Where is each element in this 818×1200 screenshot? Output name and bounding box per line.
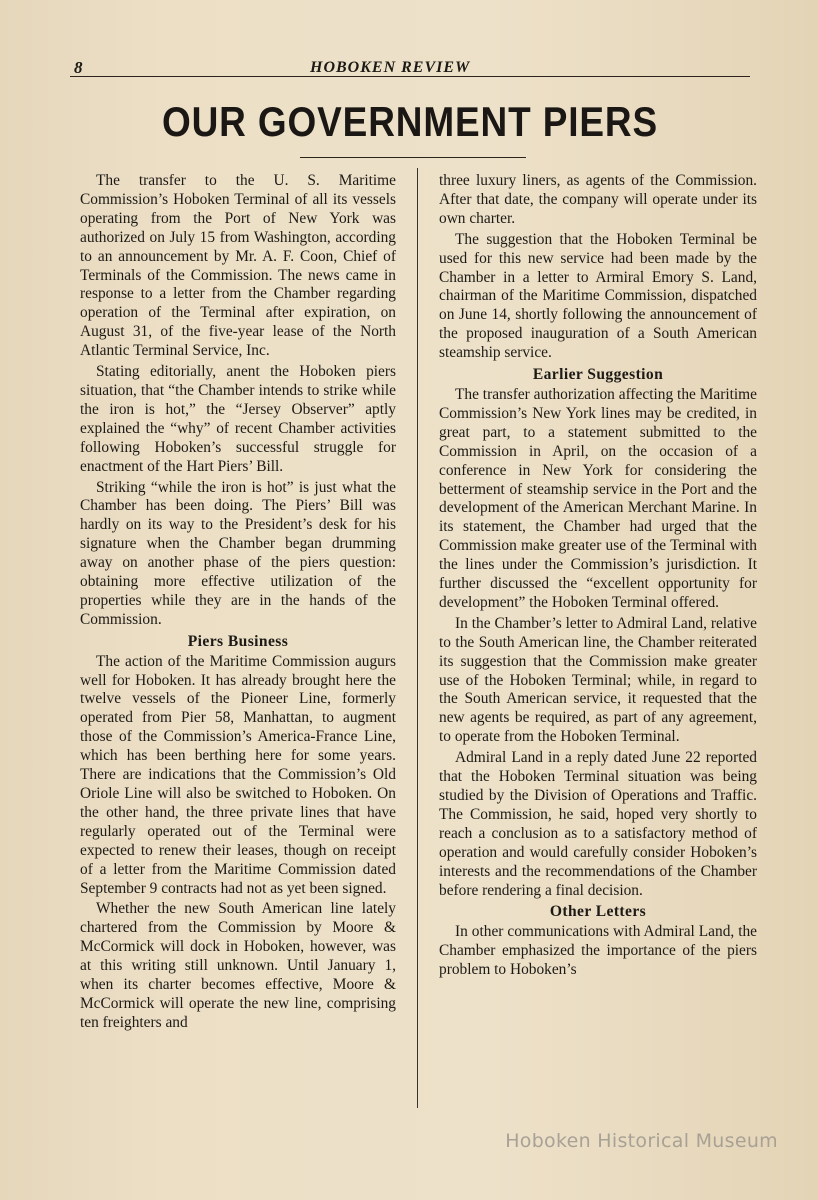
- paragraph: Striking “while the iron is hot” is just what the Chamber has been doing. The Piers’ Bill was hardly on its way to the President’s desk for his signature when the Chamber began drumming away on another phase of the piers question: obtaining more effective utilization of the properties while they are in the hands of the Commission.: [80, 478, 396, 628]
- subheading: Piers Business: [187, 632, 289, 650]
- running-head: HOBOKEN REVIEW: [310, 59, 471, 76]
- page-number: 8: [74, 58, 83, 77]
- paragraph: In other communications with Admiral Land, the Chamber emphasized the importance of the piers problem to Hoboken’s: [439, 923, 757, 979]
- right-column: [439, 172, 757, 982]
- column-divider: [417, 168, 418, 1108]
- paragraph: Whether the new South American line lately chartered from the Commission by Moore & McCormick will dock in Hoboken, however, was at this writing still unknown. Until January 1, when its charter becomes effective, Moore & McCormick will operate the new line, comprising ten freighters and: [80, 900, 396, 1031]
- subheading: Other Letters: [549, 903, 647, 921]
- left-column: [80, 172, 396, 1035]
- paragraph: The transfer to the U. S. Maritime Commission’s Hoboken Terminal of all its vessels operating from the Port of New York was authorized on July 15 from Washington, according to an announcement by Mr. A. F. Coon, Chief of Terminals of the Commission. The news came in response to a letter from the Chamber regarding operation of the Terminal after expiration, on August 31, of the five-year lease of the North Atlantic Terminal Service, Inc.: [80, 172, 396, 360]
- paragraph: three luxury liners, as agents of the Commission. After that date, the company will operate under its own charter.: [439, 172, 757, 227]
- subheading: Earlier Suggestion: [532, 366, 664, 384]
- paragraph: Stating editorially, anent the Hoboken piers situation, that “the Chamber intends to strike while the iron is hot,” the “Jersey Observer” aptly explained the “why” of recent Chamber activities following Hoboken’s successful struggle for enactment of the Hart Piers’ Bill.: [80, 363, 396, 475]
- title-rule: [300, 157, 526, 158]
- paragraph: The transfer authorization affecting the Maritime Commission’s New York lines may be credited, in great part, to a statement submitted to the Commission in April, on the occasion of a conference in New York for considering the betterment of steamship service in the Port and the development of the American Merchant Marine. In its statement, the Chamber had urged that the Commission make greater use of the Terminal with the lines under the Commission’s jurisdiction. It further discussed the “excellent opportunity for development” the Hoboken Terminal offered.: [439, 385, 757, 611]
- article-title: OUR GOVERNMENT PIERS: [161, 98, 659, 145]
- museum-watermark: Hoboken Historical Museum: [505, 1130, 778, 1152]
- page-header: [70, 54, 750, 80]
- paragraph: The action of the Maritime Commission augurs well for Hoboken. It has already brought here the twelve vessels of the Pioneer Line, formerly operated from Pier 58, Manhattan, to augment those of the Commission’s America-France Line, which has been berthing here for some years. There are indications that the Commission’s Old Oriole Line will also be switched to Hoboken. On the other hand, the three private lines that have regularly operated out of the Terminal were expected to renew their leases, though on receipt of a letter from the Maritime Commission dated September 9 contracts had not as yet been signed.: [80, 652, 396, 897]
- paragraph: Admiral Land in a reply dated June 22 reported that the Hoboken Terminal situation was being studied by the Division of Operations and Traffic. The Commission, he said, hoped very shortly to reach a conclusion as to a satisfactory method of operation and would carefully consider Hoboken’s interests and the recommendations of the Chamber before rendering a final decision.: [439, 749, 757, 899]
- paragraph: The suggestion that the Hoboken Terminal be used for this new service had been made by the Chamber in a letter to Armiral Emory S. Land, chairman of the Maritime Commission, dispatched on June 14, shortly following the announcement of the proposed inauguration of a South American steamship service.: [439, 230, 757, 362]
- header-rule: [70, 76, 750, 77]
- paragraph: In the Chamber’s letter to Admiral Land, relative to the South American line, the Chamber reiterated its suggestion that the Commission make greater use of the Hoboken Terminal; while, in regard to the South American service, it requested that the new agents be required, as part of any agreement, to operate from the Hoboken Terminal.: [439, 614, 757, 746]
